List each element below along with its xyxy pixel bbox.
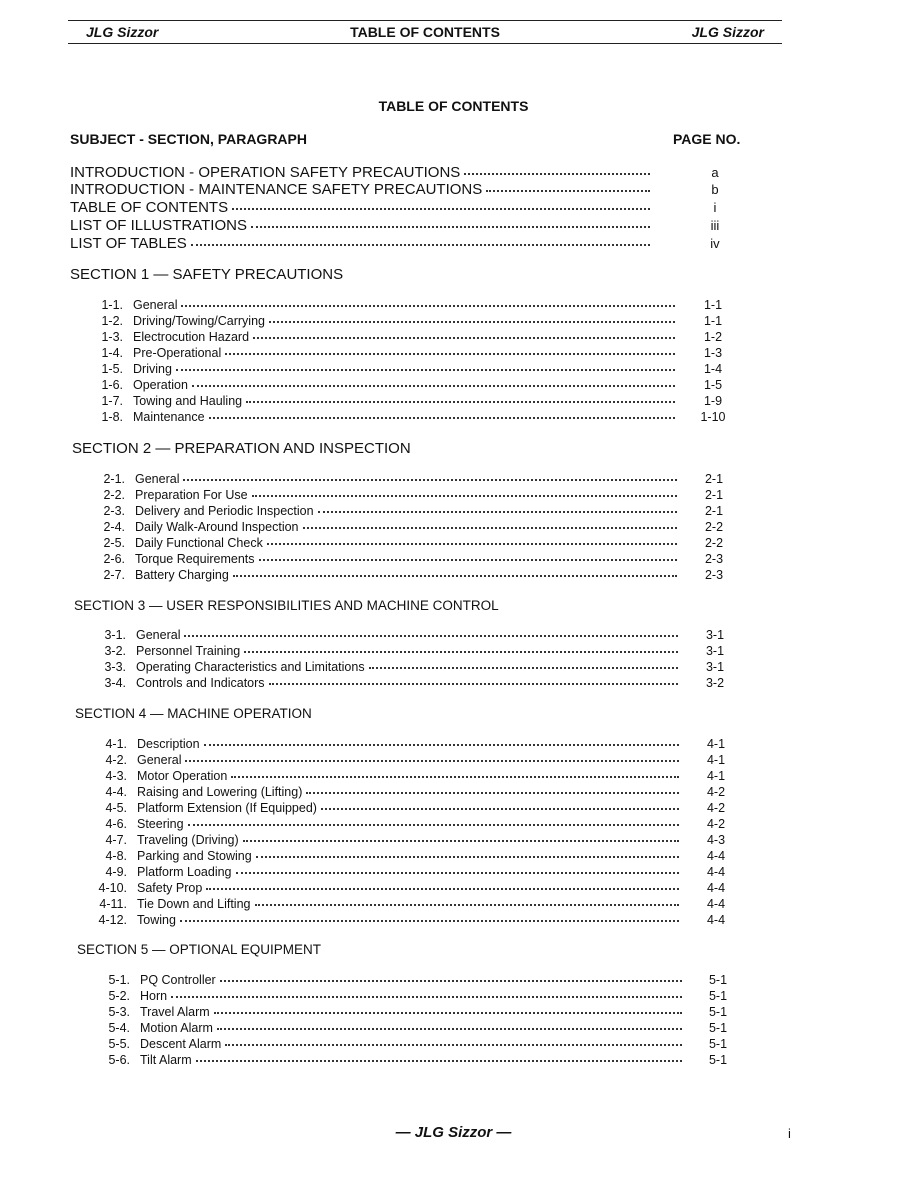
toc-entry-title: Delivery and Periodic Inspection (135, 504, 314, 518)
page-footer: — JLG Sizzor — (395, 1124, 512, 1141)
dot-leader (184, 635, 678, 637)
dot-leader (176, 369, 675, 371)
toc-entry-title: General (135, 472, 180, 486)
toc-entry-page: 5-1 (708, 1037, 728, 1051)
toc-entry-number: 4-2. (105, 753, 127, 767)
toc-entry-page: 3-1 (705, 628, 725, 642)
dot-leader (188, 824, 679, 826)
toc-entry-page: 4-4 (706, 881, 726, 895)
dot-leader (232, 208, 650, 210)
toc-entry-page: 2-1 (704, 472, 724, 486)
column-header-subject: SUBJECT - SECTION, PARAGRAPH (70, 131, 307, 147)
toc-entry-3-3-operating-characteristics-and-limitations[interactable] (71, 660, 682, 674)
toc-entry-3-4-controls-and-indicators[interactable] (71, 676, 682, 690)
toc-entry-2-3-delivery-and-periodic-inspection[interactable] (70, 504, 681, 518)
dot-leader (181, 305, 675, 307)
toc-entry-title: Steering (137, 817, 184, 831)
toc-entry-title: Motor Operation (137, 769, 228, 783)
toc-entry-number: 5-5. (108, 1037, 130, 1051)
toc-entry-list-of-illustrations[interactable] (70, 217, 654, 234)
toc-entry-page: 1-2 (703, 330, 723, 344)
toc-entry-page: 1-4 (703, 362, 723, 376)
toc-entry-2-7-battery-charging[interactable] (70, 568, 681, 582)
toc-entry-title: Towing (137, 913, 176, 927)
toc-entry-page: 4-2 (706, 817, 726, 831)
toc-entry-2-6-torque-requirements[interactable] (70, 552, 681, 566)
toc-entry-number: 4-9. (105, 865, 127, 879)
dot-leader (220, 980, 682, 982)
toc-entry-page: 4-4 (706, 865, 726, 879)
toc-entry-number: 3-1. (104, 628, 126, 642)
toc-entry-number: 3-3. (104, 660, 126, 674)
toc-entry-title: Preparation For Use (135, 488, 248, 502)
toc-entry-number: 5-1. (108, 973, 130, 987)
toc-entry-4-4-raising-and-lowering-lifting[interactable] (72, 785, 683, 799)
toc-entry-page: 2-1 (704, 488, 724, 502)
page-title: TABLE OF CONTENTS (378, 98, 529, 114)
toc-entry-5-2-horn[interactable] (75, 989, 686, 1003)
toc-entry-title: Torque Requirements (135, 552, 255, 566)
toc-entry-5-5-descent-alarm[interactable] (75, 1037, 686, 1051)
toc-entry-number: 1-8. (101, 410, 123, 424)
toc-entry-title: INTRODUCTION - MAINTENANCE SAFETY PRECAUTIONS (70, 181, 483, 198)
toc-entry-4-6-steering[interactable] (72, 817, 683, 831)
toc-entry-page: iv (710, 236, 720, 251)
toc-entry-title: Driving (133, 362, 172, 376)
toc-entry-page: 4-4 (706, 897, 726, 911)
toc-entry-number: 1-3. (101, 330, 123, 344)
dot-leader (231, 776, 679, 778)
toc-entry-title: TABLE OF CONTENTS (70, 199, 229, 216)
toc-entry-number: 1-4. (101, 346, 123, 360)
toc-entry-4-9-platform-loading[interactable] (72, 865, 683, 879)
dot-leader (256, 856, 679, 858)
toc-entry-title: Platform Loading (137, 865, 232, 879)
toc-entry-number: 1-7. (101, 394, 123, 408)
toc-entry-5-4-motion-alarm[interactable] (75, 1021, 686, 1035)
toc-entry-title: Tilt Alarm (140, 1053, 192, 1067)
dot-leader (252, 495, 677, 497)
dot-leader (185, 760, 679, 762)
toc-entry-page: 3-2 (705, 676, 725, 690)
dot-leader (464, 173, 650, 175)
dot-leader (180, 920, 679, 922)
toc-entry-title: Personnel Training (136, 644, 241, 658)
toc-entry-title: Towing and Hauling (133, 394, 243, 408)
toc-entry-number: 4-1. (105, 737, 127, 751)
toc-entry-title: Safety Prop (137, 881, 203, 895)
dot-leader (183, 479, 677, 481)
toc-entry-4-7-traveling-driving[interactable] (72, 833, 683, 847)
toc-entry-page: 4-1 (706, 769, 726, 783)
toc-entry-title: General (133, 298, 178, 312)
toc-entry-number: 1-5. (101, 362, 123, 376)
dot-leader (206, 888, 679, 890)
toc-entry-number: 1-2. (101, 314, 123, 328)
toc-entry-page: 5-1 (708, 1005, 728, 1019)
toc-entry-title: Operation (133, 378, 188, 392)
toc-entry-page: a (711, 165, 719, 180)
toc-entry-number: 5-4. (108, 1021, 130, 1035)
toc-entry-title: LIST OF TABLES (70, 235, 187, 252)
dot-leader (486, 190, 650, 192)
toc-entry-title: Raising and Lowering (Lifting) (137, 785, 303, 799)
toc-entry-title: Motion Alarm (140, 1021, 213, 1035)
dot-leader (318, 511, 677, 513)
dot-leader (269, 683, 678, 685)
toc-entry-list-of-tables[interactable] (70, 235, 654, 252)
toc-entry-number: 5-3. (108, 1005, 130, 1019)
section-heading-2[interactable]: SECTION 2 — PREPARATION AND INSPECTION (72, 440, 411, 457)
dot-leader (269, 321, 675, 323)
toc-entry-5-3-travel-alarm[interactable] (75, 1005, 686, 1019)
toc-entry-2-5-daily-functional-check[interactable] (70, 536, 681, 550)
dot-leader (236, 872, 679, 874)
toc-entry-page: 5-1 (708, 989, 728, 1003)
dot-leader (306, 792, 679, 794)
toc-entry-introduction-maintenance-safety-precautions[interactable] (70, 181, 654, 198)
toc-entry-title: Tie Down and Lifting (137, 897, 251, 911)
toc-entry-number: 4-8. (105, 849, 127, 863)
dot-leader (243, 840, 679, 842)
toc-entry-page: 1-3 (703, 346, 723, 360)
dot-leader (225, 1044, 682, 1046)
toc-entry-number: 4-6. (105, 817, 127, 831)
toc-entry-title: Daily Functional Check (135, 536, 263, 550)
toc-entry-title: Horn (140, 989, 168, 1003)
toc-entry-page: 2-3 (704, 568, 724, 582)
toc-entry-number: 4-10. (98, 881, 127, 895)
toc-entry-page: 1-1 (703, 314, 723, 328)
toc-entry-page: 1-9 (703, 394, 723, 408)
toc-entry-page: 4-3 (706, 833, 726, 847)
toc-entry-page: 4-2 (706, 785, 726, 799)
dot-leader (225, 353, 675, 355)
toc-entry-page: 1-1 (703, 298, 723, 312)
section-heading-1[interactable]: SECTION 1 — SAFETY PRECAUTIONS (70, 266, 344, 283)
toc-entry-number: 4-4. (105, 785, 127, 799)
header-center-title: TABLE OF CONTENTS (350, 24, 500, 40)
toc-entry-number: 4-3. (105, 769, 127, 783)
toc-entry-page: 3-1 (705, 644, 725, 658)
toc-entry-number: 4-7. (105, 833, 127, 847)
section-heading-4[interactable]: SECTION 4 — MACHINE OPERATION (75, 706, 312, 721)
dot-leader (217, 1028, 682, 1030)
toc-entry-title: PQ Controller (140, 973, 216, 987)
toc-entry-5-1-pq-controller[interactable] (75, 973, 686, 987)
toc-entry-4-3-motor-operation[interactable] (72, 769, 683, 783)
toc-entry-number: 5-6. (108, 1053, 130, 1067)
dot-leader (191, 244, 650, 246)
toc-entry-number: 2-2. (103, 488, 125, 502)
dot-leader (246, 401, 675, 403)
toc-entry-2-2-preparation-for-use[interactable] (70, 488, 681, 502)
toc-entry-page: 4-2 (706, 801, 726, 815)
section-heading-5[interactable]: SECTION 5 — OPTIONAL EQUIPMENT (77, 942, 322, 957)
toc-entry-title: Daily Walk-Around Inspection (135, 520, 299, 534)
toc-entry-page: 1-10 (700, 410, 726, 424)
toc-entry-title: Description (137, 737, 200, 751)
toc-entry-number: 2-5. (103, 536, 125, 550)
dot-leader (253, 337, 675, 339)
toc-entry-4-5-platform-extension-if-equipped[interactable] (72, 801, 683, 815)
toc-entry-number: 2-1. (103, 472, 125, 486)
toc-entry-1-3-electrocution-hazard[interactable] (68, 330, 679, 344)
header-left-brand: JLG Sizzor (86, 24, 159, 40)
toc-entry-title: General (137, 753, 182, 767)
toc-entry-page: 5-1 (708, 1053, 728, 1067)
dot-leader (233, 575, 677, 577)
toc-entry-page: 4-1 (706, 753, 726, 767)
toc-entry-title: Platform Extension (If Equipped) (137, 801, 317, 815)
dot-leader (321, 808, 679, 810)
toc-entry-title: Travel Alarm (140, 1005, 210, 1019)
toc-entry-title: LIST OF ILLUSTRATIONS (70, 217, 247, 234)
toc-entry-2-4-daily-walk-around-inspection[interactable] (70, 520, 681, 534)
toc-entry-number: 4-12. (98, 913, 127, 927)
dot-leader (196, 1060, 682, 1062)
toc-entry-title: Driving/Towing/Carrying (133, 314, 265, 328)
dot-leader (251, 226, 650, 228)
toc-entry-page: 2-2 (704, 536, 724, 550)
dot-leader (255, 904, 680, 906)
toc-entry-page: 2-2 (704, 520, 724, 534)
toc-entry-number: 2-6. (103, 552, 125, 566)
toc-entry-number: 4-5. (105, 801, 127, 815)
toc-entry-title: General (136, 628, 181, 642)
dot-leader (192, 385, 675, 387)
toc-entry-number: 3-2. (104, 644, 126, 658)
toc-entry-page: 2-1 (704, 504, 724, 518)
toc-entry-page: 5-1 (708, 1021, 728, 1035)
toc-entry-title: Maintenance (133, 410, 205, 424)
toc-entry-1-6-operation[interactable] (68, 378, 679, 392)
toc-entry-page: i (713, 200, 717, 215)
toc-entry-1-7-towing-and-hauling[interactable] (68, 394, 679, 408)
toc-entry-page: iii (710, 218, 720, 233)
toc-entry-page: 3-1 (705, 660, 725, 674)
dot-leader (209, 417, 675, 419)
toc-entry-title: Electrocution Hazard (133, 330, 250, 344)
toc-entry-4-10-safety-prop[interactable] (72, 881, 683, 895)
toc-entry-page: 5-1 (708, 973, 728, 987)
toc-entry-3-2-personnel-training[interactable] (71, 644, 682, 658)
dot-leader (214, 1012, 682, 1014)
toc-entry-number: 1-1. (101, 298, 123, 312)
toc-entry-number: 2-4. (103, 520, 125, 534)
toc-entry-1-4-pre-operational[interactable] (68, 346, 679, 360)
toc-entry-page: 2-3 (704, 552, 724, 566)
dot-leader (259, 559, 677, 561)
toc-entry-title: Traveling (Driving) (137, 833, 239, 847)
header-right-brand: JLG Sizzor (691, 24, 764, 40)
toc-entry-table-of-contents[interactable] (70, 199, 654, 216)
toc-entry-title: Parking and Stowing (137, 849, 252, 863)
toc-entry-introduction-operation-safety-precautions[interactable] (70, 164, 654, 181)
toc-entry-title: Battery Charging (135, 568, 229, 582)
toc-entry-title: Controls and Indicators (136, 676, 265, 690)
page-header (68, 20, 782, 44)
column-header-page: PAGE NO. (673, 131, 741, 147)
toc-entry-number: 5-2. (108, 989, 130, 1003)
toc-entry-title: INTRODUCTION - OPERATION SAFETY PRECAUTIONS (70, 164, 461, 181)
toc-entry-4-1-description[interactable] (72, 737, 683, 751)
toc-entry-1-1-general[interactable] (68, 298, 679, 312)
footer-page-number: i (788, 1126, 791, 1141)
toc-entry-4-8-parking-and-stowing[interactable] (72, 849, 683, 863)
toc-entry-2-1-general[interactable] (70, 472, 681, 486)
toc-entry-4-11-tie-down-and-lifting[interactable] (72, 897, 683, 911)
dot-leader (244, 651, 678, 653)
toc-entry-number: 1-6. (101, 378, 123, 392)
toc-entry-number: 4-11. (99, 897, 127, 911)
dot-leader (204, 744, 679, 746)
toc-entry-title: Pre-Operational (133, 346, 222, 360)
toc-entry-page: 1-5 (703, 378, 723, 392)
section-heading-3[interactable]: SECTION 3 — USER RESPONSIBILITIES AND MACHINE CONTROL (74, 598, 499, 613)
toc-entry-1-5-driving[interactable] (68, 362, 679, 376)
toc-entry-4-2-general[interactable] (72, 753, 683, 767)
toc-entry-title: Operating Characteristics and Limitations (136, 660, 365, 674)
dot-leader (267, 543, 677, 545)
toc-entry-number: 3-4. (104, 676, 126, 690)
toc-entry-number: 2-7. (103, 568, 125, 582)
dot-leader (171, 996, 682, 998)
toc-entry-1-8-maintenance[interactable] (68, 410, 679, 424)
toc-entry-title: Descent Alarm (140, 1037, 222, 1051)
toc-entry-4-12-towing[interactable] (72, 913, 683, 927)
toc-entry-5-6-tilt-alarm[interactable] (75, 1053, 686, 1067)
toc-entry-page: b (711, 182, 719, 197)
toc-entry-page: 4-1 (706, 737, 726, 751)
dot-leader (303, 527, 678, 529)
dot-leader (369, 667, 678, 669)
toc-entry-1-2-driving-towing-carrying[interactable] (68, 314, 679, 328)
toc-entry-number: 2-3. (103, 504, 125, 518)
toc-entry-3-1-general[interactable] (71, 628, 682, 642)
toc-entry-page: 4-4 (706, 849, 726, 863)
toc-entry-page: 4-4 (706, 913, 726, 927)
